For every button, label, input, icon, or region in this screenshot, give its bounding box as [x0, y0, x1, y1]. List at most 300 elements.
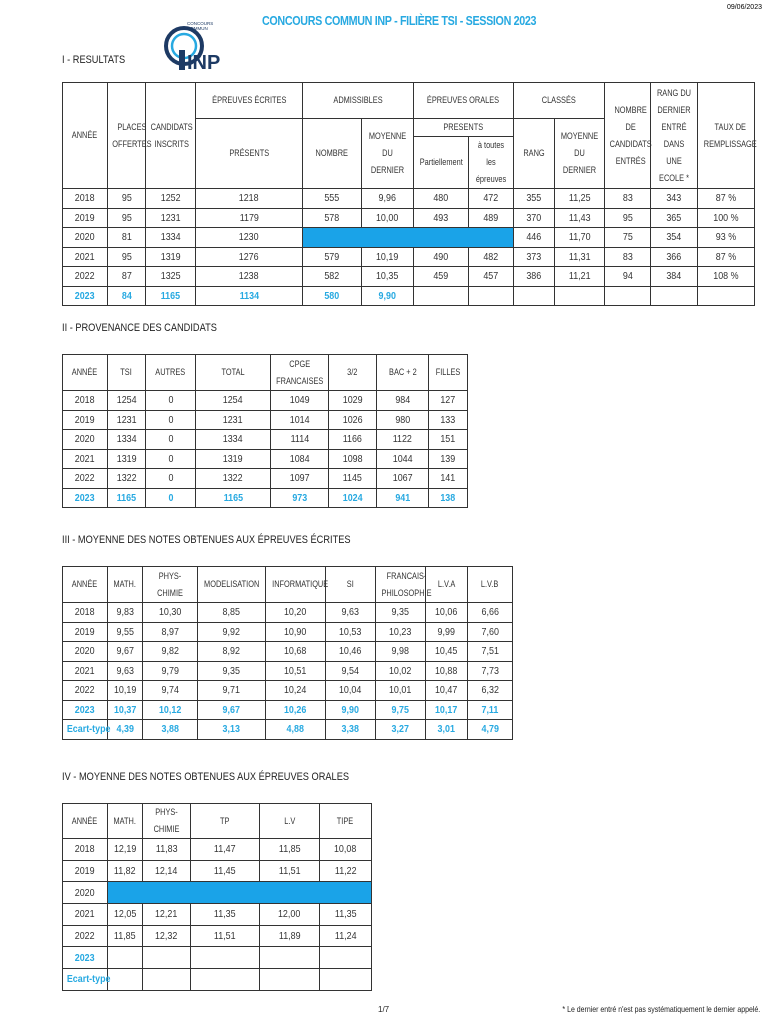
table-cell: 1114 — [271, 430, 329, 450]
header-presents-oral: PRESENTS — [414, 119, 514, 137]
table-row — [63, 449, 468, 469]
table-cell: 9,98 — [376, 642, 426, 662]
table-cell: 1325 — [146, 267, 196, 287]
header-cell: AUTRES — [146, 355, 196, 391]
table-row — [63, 681, 513, 701]
table-cell: 93 % — [698, 228, 755, 248]
header-partiel: Partiellement — [414, 137, 469, 189]
table-cell: 2019 — [63, 860, 108, 882]
header-cell: L.V.A — [426, 567, 468, 603]
header-cell: BAC + 2 — [377, 355, 429, 391]
table-cell: 10,47 — [426, 681, 468, 701]
table-cell: 10,26 — [266, 700, 326, 720]
table-cell: 9,35 — [376, 603, 426, 623]
table-cell: 384 — [651, 267, 698, 287]
page-number: 1/7 — [378, 1005, 390, 1014]
table-cell: 2021 — [63, 904, 108, 926]
footnote: * Le dernier entré n'est pas systématiquement le dernier appelé. — [562, 1004, 760, 1014]
table-cell: 373 — [514, 247, 555, 267]
table-cell: 2022 — [63, 681, 108, 701]
table-cell: 1319 — [146, 247, 196, 267]
header-classes: CLASSÉS — [514, 83, 605, 119]
table-cell: 354 — [651, 228, 698, 248]
header-toutes: à toutes les épreuves — [469, 137, 514, 189]
table-cell: 446 — [514, 228, 555, 248]
table-cell — [469, 286, 514, 306]
table-cell: 2018 — [63, 391, 108, 411]
table-cell: 8,85 — [198, 603, 266, 623]
table-cell: 10,02 — [376, 661, 426, 681]
table-cell: 1319 — [108, 449, 146, 469]
header-moy-dernier-classe: MOYENNE DU DERNIER — [555, 119, 605, 189]
table-cell: 482 — [469, 247, 514, 267]
header-cell: TIPE — [320, 804, 372, 839]
table-row — [63, 661, 513, 681]
table-cell — [514, 286, 555, 306]
header-cell: ANNÉE — [63, 355, 108, 391]
table-cell: 9,63 — [326, 603, 376, 623]
table-cell: 9,75 — [376, 700, 426, 720]
table-cell: 3,01 — [426, 720, 468, 740]
table-row — [63, 925, 372, 947]
table-row — [63, 430, 468, 450]
table-cell: 2020 — [63, 228, 108, 248]
table-cell: 1334 — [196, 430, 271, 450]
table-cell: 75 — [605, 228, 651, 248]
table-cell: Ecart-type — [63, 720, 108, 740]
table-cell: 2018 — [63, 603, 108, 623]
header-nombre: NOMBRE — [303, 119, 362, 189]
table-cell: 10,30 — [143, 603, 198, 623]
header-cell: FILLES — [429, 355, 468, 391]
table-row — [63, 189, 755, 209]
table-cell: 4,79 — [468, 720, 513, 740]
table-cell: 4,39 — [108, 720, 143, 740]
header-nb-entres: NOMBRE DE CANDIDATS ENTRÉS — [605, 83, 651, 189]
table-cell: 138 — [429, 488, 468, 508]
table-cell: 1254 — [196, 391, 271, 411]
table-cell: 12,19 — [108, 839, 143, 861]
document-title: CONCOURS COMMUN INP - FILIÈRE TSI - SESSION 2023 — [262, 14, 537, 28]
table-cell: 1218 — [196, 189, 303, 209]
table-cell: 10,06 — [426, 603, 468, 623]
table-cell: 9,90 — [362, 286, 414, 306]
header-ecrites: ÉPREUVES ÉCRITES — [196, 83, 303, 119]
table-cell: 9,67 — [108, 642, 143, 662]
table-row — [63, 947, 372, 969]
table-cell: 10,45 — [426, 642, 468, 662]
table-cell: 555 — [303, 189, 362, 209]
section-4-title: IV - MOYENNE DES NOTES OBTENUES AUX ÉPREUVES ORALES — [62, 771, 350, 783]
table-cell: 1230 — [196, 228, 303, 248]
table-cell: 9,99 — [426, 622, 468, 642]
table-cell: 1049 — [271, 391, 329, 411]
table-cell: 1165 — [196, 488, 271, 508]
table-cell: 11,22 — [320, 860, 372, 882]
table-cell: 1165 — [146, 286, 196, 306]
table-cell — [108, 969, 143, 991]
table-cell: 2023 — [63, 700, 108, 720]
table-cell: 133 — [429, 410, 468, 430]
table-cell: 0 — [146, 449, 196, 469]
table-cell: 6,66 — [468, 603, 513, 623]
table-row — [63, 700, 513, 720]
table-row — [63, 839, 372, 861]
table-cell — [320, 969, 372, 991]
table-cell: 87 % — [698, 247, 755, 267]
table-cell: 10,24 — [266, 681, 326, 701]
table-cell — [651, 286, 698, 306]
header-rang-dernier: RANG DU DERNIER ENTRÉ DANS UNE ECOLE * — [651, 83, 698, 189]
table-row — [63, 720, 513, 740]
table-cell: 9,96 — [362, 189, 414, 209]
table-cell: 472 — [469, 189, 514, 209]
table-row — [63, 488, 468, 508]
table-cell: 12,00 — [260, 904, 320, 926]
no-data-fill — [303, 228, 514, 248]
table-cell: 578 — [303, 208, 362, 228]
table-cell: 580 — [303, 286, 362, 306]
no-data-fill — [108, 882, 372, 904]
table-cell: 2022 — [63, 267, 108, 287]
table-cell — [555, 286, 605, 306]
table-cell: 10,53 — [326, 622, 376, 642]
table-cell: 493 — [414, 208, 469, 228]
header-cell: L.V — [260, 804, 320, 839]
table-cell: 1276 — [196, 247, 303, 267]
table-cell: 1145 — [329, 469, 377, 489]
table-cell: 582 — [303, 267, 362, 287]
table-cell: 4,88 — [266, 720, 326, 740]
table-cell: 0 — [146, 410, 196, 430]
table-cell: 0 — [146, 488, 196, 508]
header-cell: MATH. — [108, 567, 143, 603]
header-cell: INFORMATIQUE — [266, 567, 326, 603]
table-cell: 2018 — [63, 189, 108, 209]
table-cell: 579 — [303, 247, 362, 267]
table-cell: 1044 — [377, 449, 429, 469]
table-cell — [191, 947, 260, 969]
table-cell: 83 — [605, 247, 651, 267]
table-cell: 11,24 — [320, 925, 372, 947]
table-cell: 12,14 — [143, 860, 191, 882]
table-cell: 459 — [414, 267, 469, 287]
table-cell: 9,92 — [198, 622, 266, 642]
table-row — [63, 969, 372, 991]
table-cell: 2019 — [63, 410, 108, 430]
table-cell — [143, 947, 191, 969]
table-cell: 11,83 — [143, 839, 191, 861]
table-row — [63, 603, 513, 623]
table-cell: 370 — [514, 208, 555, 228]
table-cell: 2018 — [63, 839, 108, 861]
table-cell: 10,51 — [266, 661, 326, 681]
table-cell: 2023 — [63, 488, 108, 508]
table-cell: 2023 — [63, 947, 108, 969]
header-cell: TOTAL — [196, 355, 271, 391]
table-cell: 6,32 — [468, 681, 513, 701]
table-cell: 95 — [108, 208, 146, 228]
table-row — [63, 286, 755, 306]
document-date: 09/06/2023 — [726, 4, 762, 11]
table-cell: 7,73 — [468, 661, 513, 681]
results-table — [62, 82, 755, 306]
table-cell: 10,23 — [376, 622, 426, 642]
table-cell: 1026 — [329, 410, 377, 430]
table-cell: 12,21 — [143, 904, 191, 926]
table-cell — [108, 947, 143, 969]
header-cell: SI — [326, 567, 376, 603]
table-cell: 11,51 — [191, 925, 260, 947]
table-cell: 12,32 — [143, 925, 191, 947]
table-cell: 1231 — [146, 208, 196, 228]
table-cell: 10,90 — [266, 622, 326, 642]
table-cell: 386 — [514, 267, 555, 287]
table-row — [63, 904, 372, 926]
table-cell: 3,27 — [376, 720, 426, 740]
table-cell: 9,67 — [198, 700, 266, 720]
header-presents: PRÉSENTS — [196, 119, 303, 189]
table-cell: 141 — [429, 469, 468, 489]
table-cell: 11,25 — [555, 189, 605, 209]
table-cell: Ecart-type — [63, 969, 108, 991]
table-cell: 9,55 — [108, 622, 143, 642]
oral-exams-table — [62, 803, 372, 991]
table-cell: 3,38 — [326, 720, 376, 740]
table-cell: 0 — [146, 430, 196, 450]
table-cell — [191, 969, 260, 991]
header-cell: MATH. — [108, 804, 143, 839]
table-cell: 2023 — [63, 286, 108, 306]
table-cell: 2021 — [63, 661, 108, 681]
table-cell: 11,47 — [191, 839, 260, 861]
table-cell: 10,00 — [362, 208, 414, 228]
table-cell: 1097 — [271, 469, 329, 489]
header-cell: 3/2 — [329, 355, 377, 391]
table-cell: 10,68 — [266, 642, 326, 662]
table-cell: 365 — [651, 208, 698, 228]
table-cell: 9,79 — [143, 661, 198, 681]
table-cell: 84 — [108, 286, 146, 306]
table-cell: 95 — [605, 208, 651, 228]
table-cell: 973 — [271, 488, 329, 508]
table-cell: 95 — [108, 247, 146, 267]
table-cell — [698, 286, 755, 306]
table-cell: 1322 — [196, 469, 271, 489]
table-cell — [260, 969, 320, 991]
header-admissibles: ADMISSIBLES — [303, 83, 414, 119]
table-row — [63, 391, 468, 411]
table-cell: 7,51 — [468, 642, 513, 662]
table-cell: 8,92 — [198, 642, 266, 662]
table-cell: 11,35 — [320, 904, 372, 926]
table-cell — [605, 286, 651, 306]
table-cell: 3,13 — [198, 720, 266, 740]
header-cell: MODELISATION — [198, 567, 266, 603]
header-cell: TSI — [108, 355, 146, 391]
table-cell: 1122 — [377, 430, 429, 450]
table-cell — [414, 286, 469, 306]
header-inscrits: CANDIDATS INSCRITS — [146, 83, 196, 189]
table-cell: 10,19 — [108, 681, 143, 701]
table-cell: 9,82 — [143, 642, 198, 662]
header-cell: TP — [191, 804, 260, 839]
table-cell: 1098 — [329, 449, 377, 469]
table-cell: 11,21 — [555, 267, 605, 287]
table-cell: 2020 — [63, 430, 108, 450]
table-row — [63, 410, 468, 430]
table-cell: 9,54 — [326, 661, 376, 681]
table-row — [63, 882, 372, 904]
table-cell: 94 — [605, 267, 651, 287]
table-cell: 1231 — [196, 410, 271, 430]
provenance-table — [62, 354, 468, 508]
table-cell: 10,46 — [326, 642, 376, 662]
table-cell: 10,37 — [108, 700, 143, 720]
table-cell: 11,82 — [108, 860, 143, 882]
table-cell: 10,35 — [362, 267, 414, 287]
header-annee: ANNÉE — [63, 83, 108, 189]
table-cell: 11,85 — [108, 925, 143, 947]
table-cell: 8,97 — [143, 622, 198, 642]
table-cell: 0 — [146, 469, 196, 489]
written-exams-table — [62, 566, 513, 740]
table-cell: 10,19 — [362, 247, 414, 267]
table-cell: 11,85 — [260, 839, 320, 861]
table-cell: 1029 — [329, 391, 377, 411]
header-taux: TAUX DE REMPLISSAGE — [698, 83, 755, 189]
table-cell: 108 % — [698, 267, 755, 287]
table-cell: 2022 — [63, 925, 108, 947]
section-1-title: I - RESULTATS — [62, 54, 126, 66]
table-cell: 0 — [146, 391, 196, 411]
table-cell: 2021 — [63, 247, 108, 267]
table-cell: 139 — [429, 449, 468, 469]
table-cell: 1134 — [196, 286, 303, 306]
table-cell: 11,35 — [191, 904, 260, 926]
table-cell: 2022 — [63, 469, 108, 489]
table-cell — [260, 947, 320, 969]
table-row — [63, 642, 513, 662]
table-cell: 1166 — [329, 430, 377, 450]
table-cell: 127 — [429, 391, 468, 411]
inp-logo — [162, 16, 221, 74]
header-orales: ÉPREUVES ORALES — [414, 83, 514, 119]
table-cell: 1067 — [377, 469, 429, 489]
table-cell: 9,71 — [198, 681, 266, 701]
table-cell: 11,43 — [555, 208, 605, 228]
table-cell: 2020 — [63, 642, 108, 662]
table-cell: 984 — [377, 391, 429, 411]
table-cell: 11,89 — [260, 925, 320, 947]
table-cell: 95 — [108, 189, 146, 209]
table-cell: 2021 — [63, 449, 108, 469]
table-cell: 1231 — [108, 410, 146, 430]
logo-mark: INP — [187, 52, 221, 74]
table-cell: 10,12 — [143, 700, 198, 720]
table-cell: 980 — [377, 410, 429, 430]
table-cell: 366 — [651, 247, 698, 267]
table-cell: 1252 — [146, 189, 196, 209]
table-row — [63, 228, 755, 248]
table-cell: 2019 — [63, 622, 108, 642]
table-cell: 9,83 — [108, 603, 143, 623]
table-cell: 489 — [469, 208, 514, 228]
logo-text-bottom: COMMUN — [187, 26, 208, 31]
table-cell: 1024 — [329, 488, 377, 508]
table-cell: 10,17 — [426, 700, 468, 720]
table-cell: 457 — [469, 267, 514, 287]
table-cell: 11,51 — [260, 860, 320, 882]
table-cell: 2019 — [63, 208, 108, 228]
table-cell: 2020 — [63, 882, 108, 904]
header-cell: PHYS-CHIMIE — [143, 567, 198, 603]
table-cell: 1165 — [108, 488, 146, 508]
table-cell: 1179 — [196, 208, 303, 228]
table-cell: 1014 — [271, 410, 329, 430]
table-cell: 480 — [414, 189, 469, 209]
header-cell: ANNÉE — [63, 804, 108, 839]
table-cell: 87 — [108, 267, 146, 287]
header-moy-dernier: MOYENNE DU DERNIER — [362, 119, 414, 189]
table-cell: 11,31 — [555, 247, 605, 267]
table-cell: 1334 — [146, 228, 196, 248]
table-cell: 3,88 — [143, 720, 198, 740]
table-cell: 1322 — [108, 469, 146, 489]
table-cell: 10,08 — [320, 839, 372, 861]
section-3-title: III - MOYENNE DES NOTES OBTENUES AUX ÉPREUVES ÉCRITES — [62, 534, 351, 546]
table-cell: 9,90 — [326, 700, 376, 720]
table-cell: 1334 — [108, 430, 146, 450]
table-cell: 11,45 — [191, 860, 260, 882]
header-cell: ANNÉE — [63, 567, 108, 603]
table-cell — [143, 969, 191, 991]
logo-text-top: CONCOURS — [187, 21, 214, 26]
header-rang: RANG — [514, 119, 555, 189]
table-cell: 343 — [651, 189, 698, 209]
table-cell: 1238 — [196, 267, 303, 287]
table-cell: 355 — [514, 189, 555, 209]
table-row — [63, 267, 755, 287]
table-cell: 1319 — [196, 449, 271, 469]
table-cell: 12,05 — [108, 904, 143, 926]
table-row — [63, 247, 755, 267]
table-cell: 10,04 — [326, 681, 376, 701]
table-cell: 11,70 — [555, 228, 605, 248]
table-cell: 9,35 — [198, 661, 266, 681]
table-cell: 87 % — [698, 189, 755, 209]
header-cell: L.V.B — [468, 567, 513, 603]
table-cell: 100 % — [698, 208, 755, 228]
table-cell: 9,74 — [143, 681, 198, 701]
header-cell: FRANCAIS-PHILOSOPHIE — [376, 567, 426, 603]
header-cell: PHYS-CHIMIE — [143, 804, 191, 839]
table-cell: 81 — [108, 228, 146, 248]
table-cell: 10,88 — [426, 661, 468, 681]
header-places: PLACES OFFERTES — [108, 83, 146, 189]
table-cell: 151 — [429, 430, 468, 450]
header-cell: CPGE FRANCAISES — [271, 355, 329, 391]
table-cell: 490 — [414, 247, 469, 267]
table-cell: 10,20 — [266, 603, 326, 623]
table-cell: 10,01 — [376, 681, 426, 701]
table-cell — [320, 947, 372, 969]
table-cell: 941 — [377, 488, 429, 508]
table-cell: 1254 — [108, 391, 146, 411]
table-row — [63, 860, 372, 882]
table-cell: 83 — [605, 189, 651, 209]
section-2-title: II - PROVENANCE DES CANDIDATS — [62, 322, 217, 334]
